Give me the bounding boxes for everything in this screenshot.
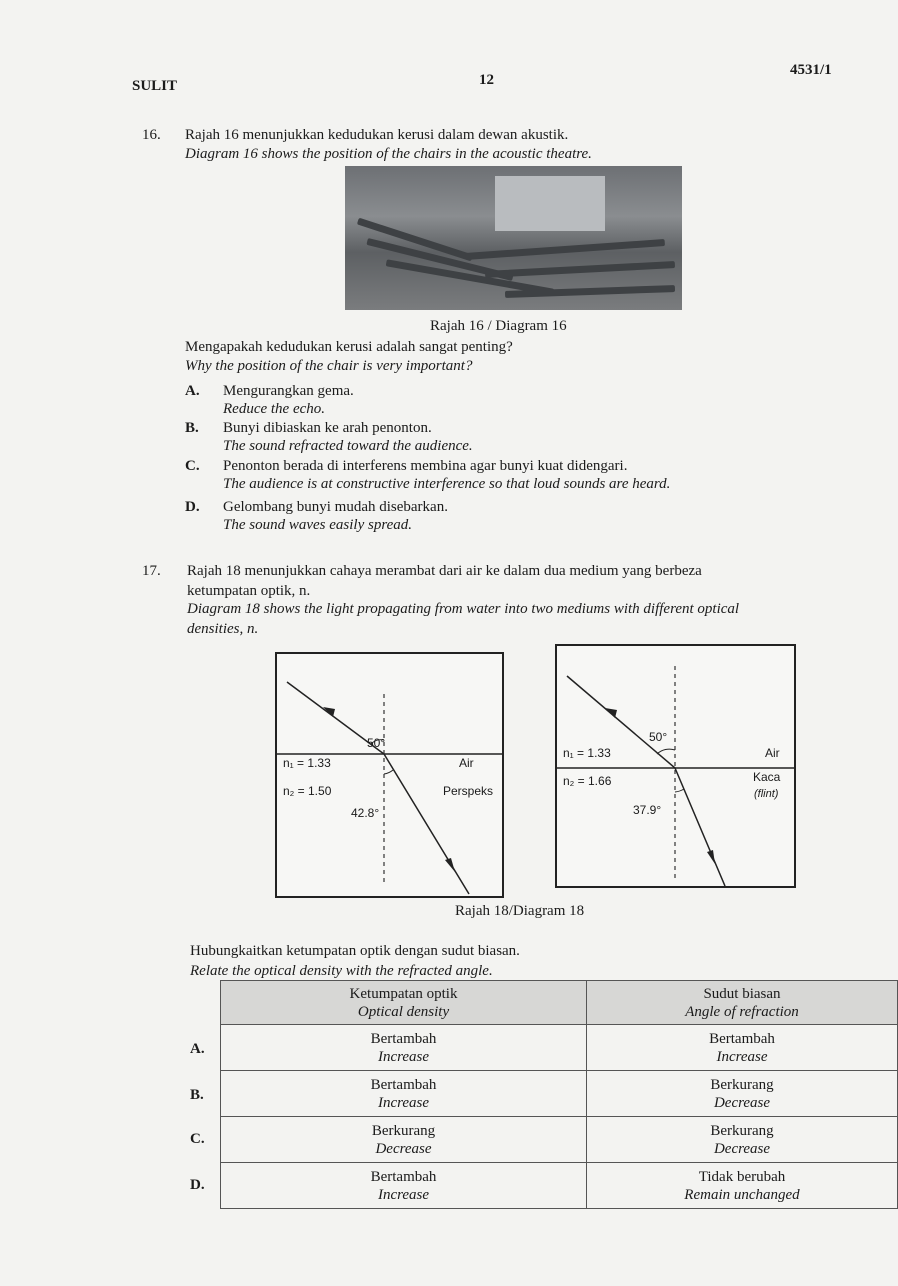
acoustic-theatre-photo [345,166,682,310]
angle-arc-in [657,749,675,754]
diagram-flint-glass-svg [557,646,794,886]
q17-option-b-letter: B. [190,1087,204,1103]
cell-density: Bertambah Increase [221,1071,587,1117]
refracted-ray [675,768,725,886]
angle-out-label: 42.8° [351,806,380,820]
cell-density: Bertambah Increase [221,1163,587,1209]
q16-stem-ms: Rajah 16 menunjukkan kedudukan kerusi dalam dewan akustik. [185,127,569,143]
refracted-arrow-icon [445,858,455,872]
q17-answer-table [220,980,898,1209]
n1-label: n₁ = 1.33 [563,746,611,760]
diagram-perspex [275,652,504,898]
angle-in-label: 50° [367,736,386,750]
q16-option-c[interactable]: C. Penonton berada di interferens membina agar bunyi kuat didengari. The audience is at constructive interference so that loud sounds are heard. [185,458,671,492]
table-row-b[interactable] [221,1071,898,1117]
header-left: SULIT [132,78,178,94]
medium-bottom-label-2: (flint) [754,788,779,800]
cell-angle: Tidak berubah Remain unchanged [587,1163,898,1209]
q17-stem-en-2: densities, n. [187,621,259,637]
table-row-d[interactable] [221,1163,898,1209]
cell-angle: Berkurang Decrease [587,1117,898,1163]
incident-arrow-icon [323,707,335,717]
q17-option-c-letter: C. [190,1131,205,1147]
table-row-c[interactable] [221,1117,898,1163]
header-optical-density: Ketumpatan optik Optical density [221,981,587,1025]
cell-density: Bertambah Increase [221,1025,587,1071]
q17-caption: Rajah 18/Diagram 18 [455,903,585,919]
q17-stem-ms-1: Rajah 18 menunjukkan cahaya merambat dari air ke dalam dua medium yang berbeza [187,563,702,579]
medium-top-label: Air [459,756,474,770]
medium-top-label: Air [765,746,780,760]
q17-instruction-en: Relate the optical density with the refracted angle. [190,963,493,979]
q17-instruction-ms: Hubungkaitkan ketumpatan optik dengan sudut biasan. [190,943,520,959]
cell-angle: Bertambah Increase [587,1025,898,1071]
q16-number: 16. [142,127,161,143]
header-angle-of-refraction: Sudut biasan Angle of refraction [587,981,898,1025]
medium-bottom-label: Perspeks [443,784,494,798]
cell-density: Berkurang Decrease [221,1117,587,1163]
q16-option-d[interactable]: D. Gelombang bunyi mudah disebarkan. The sound waves easily spread. [185,499,448,533]
n2-label: n₂ = 1.66 [563,774,612,788]
n2-label: n₂ = 1.50 [283,784,332,798]
n1-label: n₁ = 1.33 [283,756,331,770]
q16-caption: Rajah 16 / Diagram 16 [430,318,567,334]
cell-angle: Berkurang Decrease [587,1071,898,1117]
q17-stem-ms-2: ketumpatan optik, n. [187,583,311,599]
q17-option-d-letter: D. [190,1177,205,1193]
q17-number: 17. [142,563,161,579]
angle-arc-out [675,789,684,792]
table-header-row [221,981,898,1025]
refracted-ray [384,754,469,894]
diagram-flint-glass [555,644,796,888]
angle-arc-out [384,770,393,774]
header-right: 4531/1 [790,62,832,78]
q16-question-en: Why the position of the chair is very important? [185,358,473,374]
medium-bottom-label: Kaca [753,770,781,784]
q16-option-a[interactable]: A. Mengurangkan gema. Reduce the echo. [185,383,354,417]
q17-stem-en-1: Diagram 18 shows the light propagating from water into two mediums with different optical [187,601,740,617]
q16-option-b[interactable]: B. Bunyi dibiaskan ke arah penonton. The sound refracted toward the audience. [185,420,473,454]
refracted-arrow-icon [707,850,715,864]
q17-option-a-letter: A. [190,1041,205,1057]
diagram-perspex-svg [277,654,502,896]
incident-arrow-icon [605,708,617,718]
q16-question-ms: Mengapakah kedudukan kerusi adalah sangat penting? [185,339,513,355]
angle-in-label: 50° [649,730,668,744]
table-row-a[interactable] [221,1025,898,1071]
page-number: 12 [479,72,494,88]
q16-stem-en: Diagram 16 shows the position of the chairs in the acoustic theatre. [185,146,592,162]
angle-out-label: 37.9° [633,803,662,817]
